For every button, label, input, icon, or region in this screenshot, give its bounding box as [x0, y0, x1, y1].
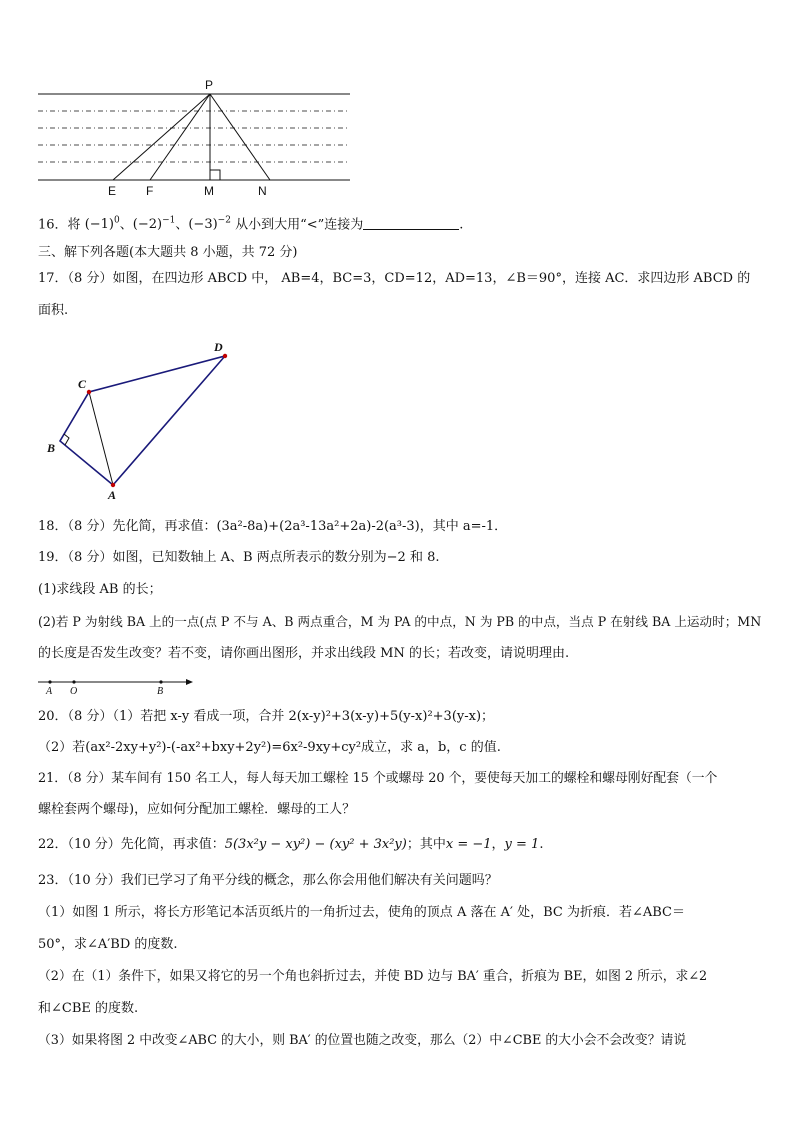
q16-sep-2: 、: [175, 217, 189, 233]
axis-point-b: [159, 680, 162, 683]
label-d: D: [214, 340, 223, 354]
section-3-heading: 三、解下列各题(本大题共 8 小题，共 72 分): [38, 245, 298, 260]
q16-term-1: $(-1)^0$: [84, 216, 120, 233]
q22-prefix: 22．（10 分）先化简，再求值：: [38, 837, 225, 852]
label-f: F: [146, 184, 154, 198]
quad-outline: [60, 356, 225, 485]
question-17-line-1: 17．（8 分）如图，在四边形 ABCD 中， AB=4，BC=3，CD=12，AD=13，∠B＝90°，连接 AC．求四边形 ABCD 的: [38, 271, 751, 286]
segment-pf: [150, 94, 210, 180]
axis-point-o: [72, 680, 75, 683]
q16-number: 16．将: [38, 217, 81, 233]
axis-arrow-icon: [186, 679, 193, 685]
question-23-line-3: 50°，求∠A′BD 的度数.: [38, 937, 178, 952]
label-c: C: [78, 377, 87, 391]
label-b: B: [47, 441, 56, 455]
question-16: [38, 212, 463, 234]
q22-expression: 5(3x²y − xy²) − (xy² + 3x²y): [224, 837, 407, 852]
right-angle-mark: [210, 170, 220, 180]
q16-term-3: $(-3)^{-2}$: [188, 216, 231, 233]
label-p: P: [205, 78, 214, 92]
question-23-line-5: 和∠CBE 的度数.: [38, 1001, 139, 1016]
q22-mid: ；其中: [406, 837, 446, 852]
label-a: A: [108, 488, 117, 502]
answer-blank[interactable]: [363, 216, 459, 230]
q16-sep-1: 、: [119, 217, 133, 233]
q22-cond-x: x = −1: [445, 837, 492, 852]
question-23-line-2: （1）如图 1 所示，将长方形笔记本活页纸片的一角折过去，使角的顶点 A 落在 A′ 处，BC 为折痕．若∠ABC＝: [38, 905, 685, 920]
question-23-line-4: （2）在（1）条件下，如果又将它的另一个角也斜折过去，并使 BD 边与 BA′ 重合，折痕为 BE，如图 2 所示，求∠2: [38, 969, 708, 984]
segment-pn: [210, 94, 270, 180]
question-23-line-1: 23．（10 分）我们已学习了角平分线的概念，那么你会用他们解决有关问题吗？: [38, 873, 498, 888]
segment-pe: [113, 94, 210, 180]
figure-number-axis: [36, 675, 196, 689]
q22-cond-y: y = 1: [504, 837, 540, 852]
q16-term-2: $(-2)^{-1}$: [132, 216, 176, 233]
q22-end: .: [539, 837, 544, 852]
question-19-line-3: (2)若 P 为射线 BA 上的一点(点 P 不与 A、B 两点重合，M 为 PA 的中点，N 为 PB 的中点，当点 P 在射线 BA 上运动时；MN: [38, 614, 762, 629]
point-c: [87, 390, 91, 394]
point-d: [223, 354, 227, 358]
question-23-line-6: （3）如果将图 2 中改变∠ABC 的大小，则 BA′ 的位置也随之改变，那么（2）中∠CBE 的大小会不会改变？请说: [38, 1033, 687, 1048]
figure-lines-p: [30, 78, 360, 198]
question-19-line-1: 19．（8 分）如图，已知数轴上 A、B 两点所表示的数分别为−2 和 8.: [38, 550, 440, 565]
question-21-line-1: 21．（8 分）某车间有 150 名工人，每人每天加工螺栓 15 个或螺母 20 个，要使每天加工的螺栓和螺母刚好配套（一个: [38, 771, 718, 786]
q22-sep: ，: [491, 837, 505, 852]
question-20-line-2: （2）若(ax²-2xy+y²)-(-ax²+bxy+2y²)=6x²-9xy+cy²成立，求 a，b，c 的值.: [38, 740, 501, 755]
axis-label-o: O: [70, 686, 78, 697]
axis-point-a: [48, 680, 51, 683]
question-17-line-2: 面积.: [38, 303, 69, 318]
point-a: [111, 483, 115, 487]
right-angle-b: [64, 434, 69, 445]
q16-end: .: [459, 217, 464, 233]
label-e: E: [108, 184, 117, 198]
question-20-line-1: 20．（8 分）（1）若把 x-y 看成一项，合并 2(x-y)²+3(x-y)+5(y-x)²+3(y-x)；: [38, 709, 495, 724]
axis-label-b: B: [157, 686, 164, 697]
question-19-line-2: (1)求线段 AB 的长；: [38, 582, 162, 597]
question-21-line-2: 螺栓套两个螺母)，应如何分配加工螺栓．螺母的工人？: [38, 802, 356, 817]
figure-quadrilateral: [40, 338, 240, 508]
label-m: M: [204, 184, 214, 198]
question-18: 18．（8 分）先化简，再求值：(3a²-8a)+(2a³-13a²+2a)-2(a³-3)，其中 a=-1．: [38, 519, 508, 534]
label-n: N: [258, 184, 267, 198]
question-19-line-4: 的长度是否发生改变？若不变，请你画出图形，并求出线段 MN 的长；若改变，请说明理由.: [38, 646, 570, 661]
axis-label-a: A: [46, 686, 53, 697]
diagonal-ac: [89, 392, 113, 485]
question-22: [38, 836, 543, 854]
q16-text: 从小到大用“<”连接为: [235, 217, 364, 233]
